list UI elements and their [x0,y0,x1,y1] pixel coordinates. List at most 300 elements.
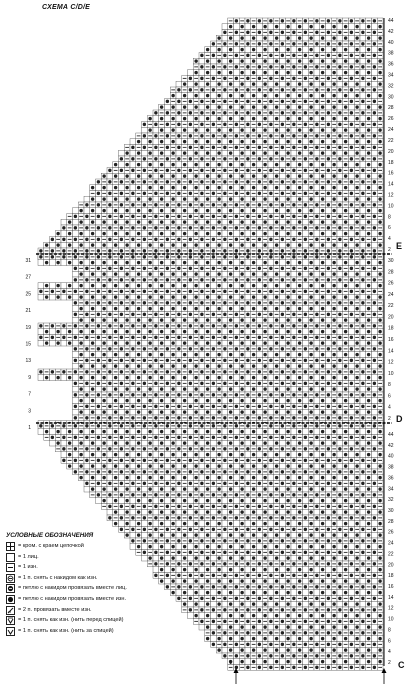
stitch-symbol [252,105,255,108]
stitch-symbol [212,123,215,126]
stitch-symbol [321,307,324,310]
stitch-symbol [194,243,197,246]
chart-cell [176,127,182,133]
stitch-symbol [269,180,272,183]
stitch-symbol [91,272,94,275]
stitch-symbol [125,330,128,333]
stitch-symbol [194,174,197,177]
chart-cell [337,162,343,168]
stitch-symbol [217,82,220,85]
stitch-symbol [229,82,232,85]
stitch-symbol [171,353,174,356]
stitch-symbol [143,278,146,281]
chart-cell [268,352,274,358]
chart-cell [165,294,171,300]
stitch-symbol [189,157,192,160]
stitch-symbol [350,249,353,252]
stitch-symbol [338,31,341,34]
stitch-symbol [125,261,128,264]
stitch-symbol [367,330,370,333]
stitch-symbol [361,111,364,114]
stitch-symbol [229,25,232,28]
stitch-symbol [315,238,318,241]
stitch-symbol [137,261,140,264]
stitch-symbol [309,318,312,321]
stitch-symbol [125,220,128,223]
stitch-symbol [160,209,163,212]
stitch-symbol [143,324,146,327]
chart-cell [61,219,67,225]
stitch-symbol [258,77,261,80]
stitch-symbol [263,186,266,189]
stitch-symbol [355,36,358,39]
stitch-symbol [246,169,249,172]
stitch-symbol [120,249,123,252]
stitch-symbol [79,284,82,287]
chart-cell [326,340,332,346]
chart-cell [176,340,182,346]
stitch-symbol [269,192,272,195]
stitch-symbol [263,353,266,356]
stitch-symbol [281,336,284,339]
stitch-symbol [332,82,335,85]
chart-cell [188,294,194,300]
chart-cell [222,260,228,266]
stitch-symbol [171,209,174,212]
chart-cell [314,242,320,248]
chart-cell [349,329,355,335]
chart-cell [291,208,297,214]
chart-cell [349,47,355,53]
stitch-symbol [355,117,358,120]
chart-cell [360,93,366,99]
stitch-symbol [367,59,370,62]
stitch-symbol [212,146,215,149]
stitch-symbol [235,19,238,22]
chart-cell [326,150,332,156]
stitch-symbol [154,278,157,281]
stitch-symbol [378,284,381,287]
chart-cell [360,329,366,335]
chart-cell [176,162,182,168]
stitch-symbol [166,267,169,270]
stitch-symbol [229,318,232,321]
stitch-symbol [166,249,169,252]
stitch-symbol [263,25,266,28]
stitch-symbol [344,71,347,74]
chart-cell [130,231,136,237]
stitch-symbol [344,128,347,131]
stitch-symbol [79,341,82,344]
stitch-symbol [281,19,284,22]
stitch-symbol [171,186,174,189]
stitch-symbol [304,31,307,34]
chart-cell [199,352,205,358]
stitch-symbol [321,82,324,85]
stitch-symbol [166,226,169,229]
stitch-symbol [263,307,266,310]
stitch-symbol [275,82,278,85]
chart-cell [349,127,355,133]
chart-cell [314,271,320,277]
stitch-symbol [229,295,232,298]
stitch-symbol [246,203,249,206]
stitch-symbol [166,157,169,160]
stitch-symbol [212,88,215,91]
stitch-symbol [212,313,215,316]
stitch-symbol [160,284,163,287]
stitch-symbol [258,301,261,304]
stitch-symbol [235,100,238,103]
stitch-symbol [246,313,249,316]
stitch-symbol [108,324,111,327]
stitch-symbol [304,180,307,183]
stitch-symbol [148,197,151,200]
chart-cell [107,260,113,266]
stitch-symbol [327,238,330,241]
stitch-symbol [350,19,353,22]
chart-cell [153,219,159,225]
stitch-symbol [217,307,220,310]
chart-cell [73,208,79,214]
stitch-symbol [68,261,71,264]
stitch-symbol [315,77,318,80]
stitch-symbol [367,243,370,246]
stitch-symbol [223,100,226,103]
stitch-symbol [114,330,117,333]
stitch-symbol [240,272,243,275]
stitch-symbol [378,232,381,235]
stitch-symbol [309,353,312,356]
chart-cell [176,81,182,87]
stitch-symbol [252,353,255,356]
chart-cell [142,271,148,277]
stitch-symbol [166,347,169,350]
stitch-symbol [332,220,335,223]
chart-cell [257,127,263,133]
chart-cell [268,81,274,87]
chart-cell [222,196,228,202]
stitch-symbol [56,341,59,344]
stitch-symbol [338,169,341,172]
stitch-symbol [120,290,123,293]
stitch-symbol [252,341,255,344]
chart-cell [314,104,320,110]
chart-cell [303,162,309,168]
chart-cell [119,271,125,277]
chart-cell [349,70,355,76]
stitch-symbol [189,77,192,80]
stitch-symbol [131,146,134,149]
chart-cell [291,150,297,156]
stitch-symbol [240,117,243,120]
chart-cell [326,47,332,53]
chart-cell [176,306,182,312]
chart-cell [303,196,309,202]
stitch-symbol [91,330,94,333]
stitch-symbol [263,117,266,120]
chart-cell [84,231,90,237]
stitch-symbol [137,174,140,177]
stitch-symbol [177,157,180,160]
stitch-symbol [194,341,197,344]
stitch-symbol [298,243,301,246]
stitch-symbol [252,220,255,223]
stitch-symbol [338,123,341,126]
stitch-symbol [321,117,324,120]
chart-cell [188,70,194,76]
stitch-symbol [263,128,266,131]
stitch-symbol [361,215,364,218]
stitch-symbol [292,203,295,206]
chart-cell [84,242,90,248]
stitch-symbol [309,48,312,51]
chart-cell [349,173,355,179]
stitch-symbol [350,31,353,34]
chart-cell [176,139,182,145]
stitch-symbol [229,94,232,97]
chart-cell [199,329,205,335]
stitch-symbol [269,123,272,126]
chart-cell [211,185,217,191]
stitch-symbol [332,174,335,177]
stitch-symbol [286,261,289,264]
stitch-symbol [286,272,289,275]
stitch-symbol [171,151,174,154]
stitch-symbol [367,232,370,235]
stitch-symbol [263,94,266,97]
stitch-symbol [160,330,163,333]
chart-cell [303,317,309,323]
chart-cell [199,58,205,64]
chart-cell [165,329,171,335]
stitch-symbol [206,197,209,200]
stitch-symbol [373,203,376,206]
stitch-symbol [154,255,157,258]
stitch-symbol [183,209,186,212]
stitch-symbol [102,353,105,356]
chart-cell [314,317,320,323]
stitch-symbol [367,174,370,177]
stitch-symbol [298,36,301,39]
stitch-symbol [108,278,111,281]
chart-cell [107,196,113,202]
chart-cell [84,306,90,312]
stitch-symbol [350,111,353,114]
stitch-symbol [229,59,232,62]
stitch-symbol [200,134,203,137]
stitch-symbol [315,290,318,293]
stitch-symbol [315,157,318,160]
stitch-symbol [332,128,335,131]
stitch-symbol [292,19,295,22]
stitch-symbol [281,324,284,327]
chart-cell [303,242,309,248]
chart-cell [176,93,182,99]
stitch-symbol [246,347,249,350]
stitch-symbol [223,123,226,126]
stitch-symbol [327,19,330,22]
chart-cell [153,208,159,214]
stitch-symbol [189,88,192,91]
stitch-symbol [252,186,255,189]
chart-cell [176,294,182,300]
stitch-symbol [258,255,261,258]
stitch-symbol [304,42,307,45]
stitch-symbol [246,255,249,258]
stitch-symbol [332,36,335,39]
chart-cell [314,219,320,225]
chart-cell [337,271,343,277]
chart-cell [234,116,240,122]
chart-cell [176,260,182,266]
stitch-symbol [286,25,289,28]
chart-cell [360,58,366,64]
chart-cell [142,139,148,145]
stitch-symbol [338,88,341,91]
stitch-symbol [206,128,209,131]
stitch-symbol [350,203,353,206]
stitch-symbol [148,140,151,143]
chart-cell [291,116,297,122]
stitch-symbol [252,82,255,85]
stitch-symbol [171,232,174,235]
stitch-symbol [367,318,370,321]
stitch-symbol [143,347,146,350]
stitch-symbol [361,238,364,241]
stitch-symbol [108,192,111,195]
stitch-symbol [217,36,220,39]
chart-cell [245,139,251,145]
stitch-symbol [332,140,335,143]
stitch-symbol [143,255,146,258]
stitch-symbol [298,174,301,177]
chart-cell [257,35,263,41]
stitch-symbol [217,209,220,212]
stitch-symbol [292,134,295,137]
stitch-symbol [223,65,226,68]
stitch-symbol [258,192,261,195]
chart-cell [337,70,343,76]
stitch-symbol [131,347,134,350]
stitch-symbol [166,134,169,137]
chart-cell [280,47,286,53]
stitch-symbol [143,215,146,218]
stitch-symbol [114,261,117,264]
chart-cell [314,127,320,133]
stitch-symbol [229,243,232,246]
chart-cell [107,231,113,237]
stitch-symbol [160,105,163,108]
chart-cell [314,196,320,202]
stitch-symbol [148,341,151,344]
stitch-symbol [309,243,312,246]
chart-cell [165,306,171,312]
stitch-symbol [235,324,238,327]
stitch-symbol [367,140,370,143]
chart-cell [245,283,251,289]
stitch-symbol [200,313,203,316]
chart-cell [119,329,125,335]
stitch-symbol [91,353,94,356]
stitch-symbol [160,318,163,321]
stitch-symbol [120,215,123,218]
stitch-symbol [338,111,341,114]
stitch-symbol [338,100,341,103]
chart-cell [372,219,378,225]
stitch-symbol [79,232,82,235]
chart-cell [199,104,205,110]
chart-cell [199,219,205,225]
stitch-symbol [315,146,318,149]
chart-cell [245,242,251,248]
stitch-symbol [263,82,266,85]
stitch-symbol [171,318,174,321]
stitch-symbol [361,203,364,206]
stitch-symbol [350,100,353,103]
stitch-symbol [378,117,381,120]
chart-cell [199,116,205,122]
stitch-symbol [321,48,324,51]
stitch-symbol [378,25,381,28]
stitch-symbol [62,238,65,241]
chart-cell [234,139,240,145]
stitch-symbol [298,341,301,344]
stitch-symbol [189,290,192,293]
stitch-symbol [240,330,243,333]
stitch-symbol [350,192,353,195]
chart-cell [142,185,148,191]
stitch-symbol [321,330,324,333]
chart-cell [211,162,217,168]
stitch-symbol [206,151,209,154]
stitch-symbol [275,295,278,298]
stitch-symbol [212,267,215,270]
chart-cell [303,185,309,191]
stitch-symbol [166,238,169,241]
stitch-symbol [373,290,376,293]
stitch-symbol [183,174,186,177]
stitch-symbol [281,42,284,45]
stitch-symbol [200,324,203,327]
stitch-symbol [200,88,203,91]
chart-cell [372,162,378,168]
stitch-symbol [62,255,65,258]
stitch-symbol [292,313,295,316]
chart-cell [349,116,355,122]
stitch-symbol [304,255,307,258]
stitch-symbol [286,341,289,344]
stitch-symbol [217,295,220,298]
chart-cell [188,162,194,168]
chart-cell [153,231,159,237]
stitch-symbol [240,232,243,235]
stitch-symbol [344,117,347,120]
chart-cell [142,150,148,156]
chart-cell [165,173,171,179]
stitch-symbol [194,59,197,62]
stitch-symbol [166,255,169,258]
stitch-symbol [292,54,295,57]
chart-cell [153,127,159,133]
chart-cell [153,340,159,346]
chart-cell [199,306,205,312]
stitch-symbol [200,249,203,252]
chart-cell [257,70,263,76]
stitch-symbol [298,330,301,333]
chart-cell [222,294,228,300]
stitch-symbol [235,238,238,241]
